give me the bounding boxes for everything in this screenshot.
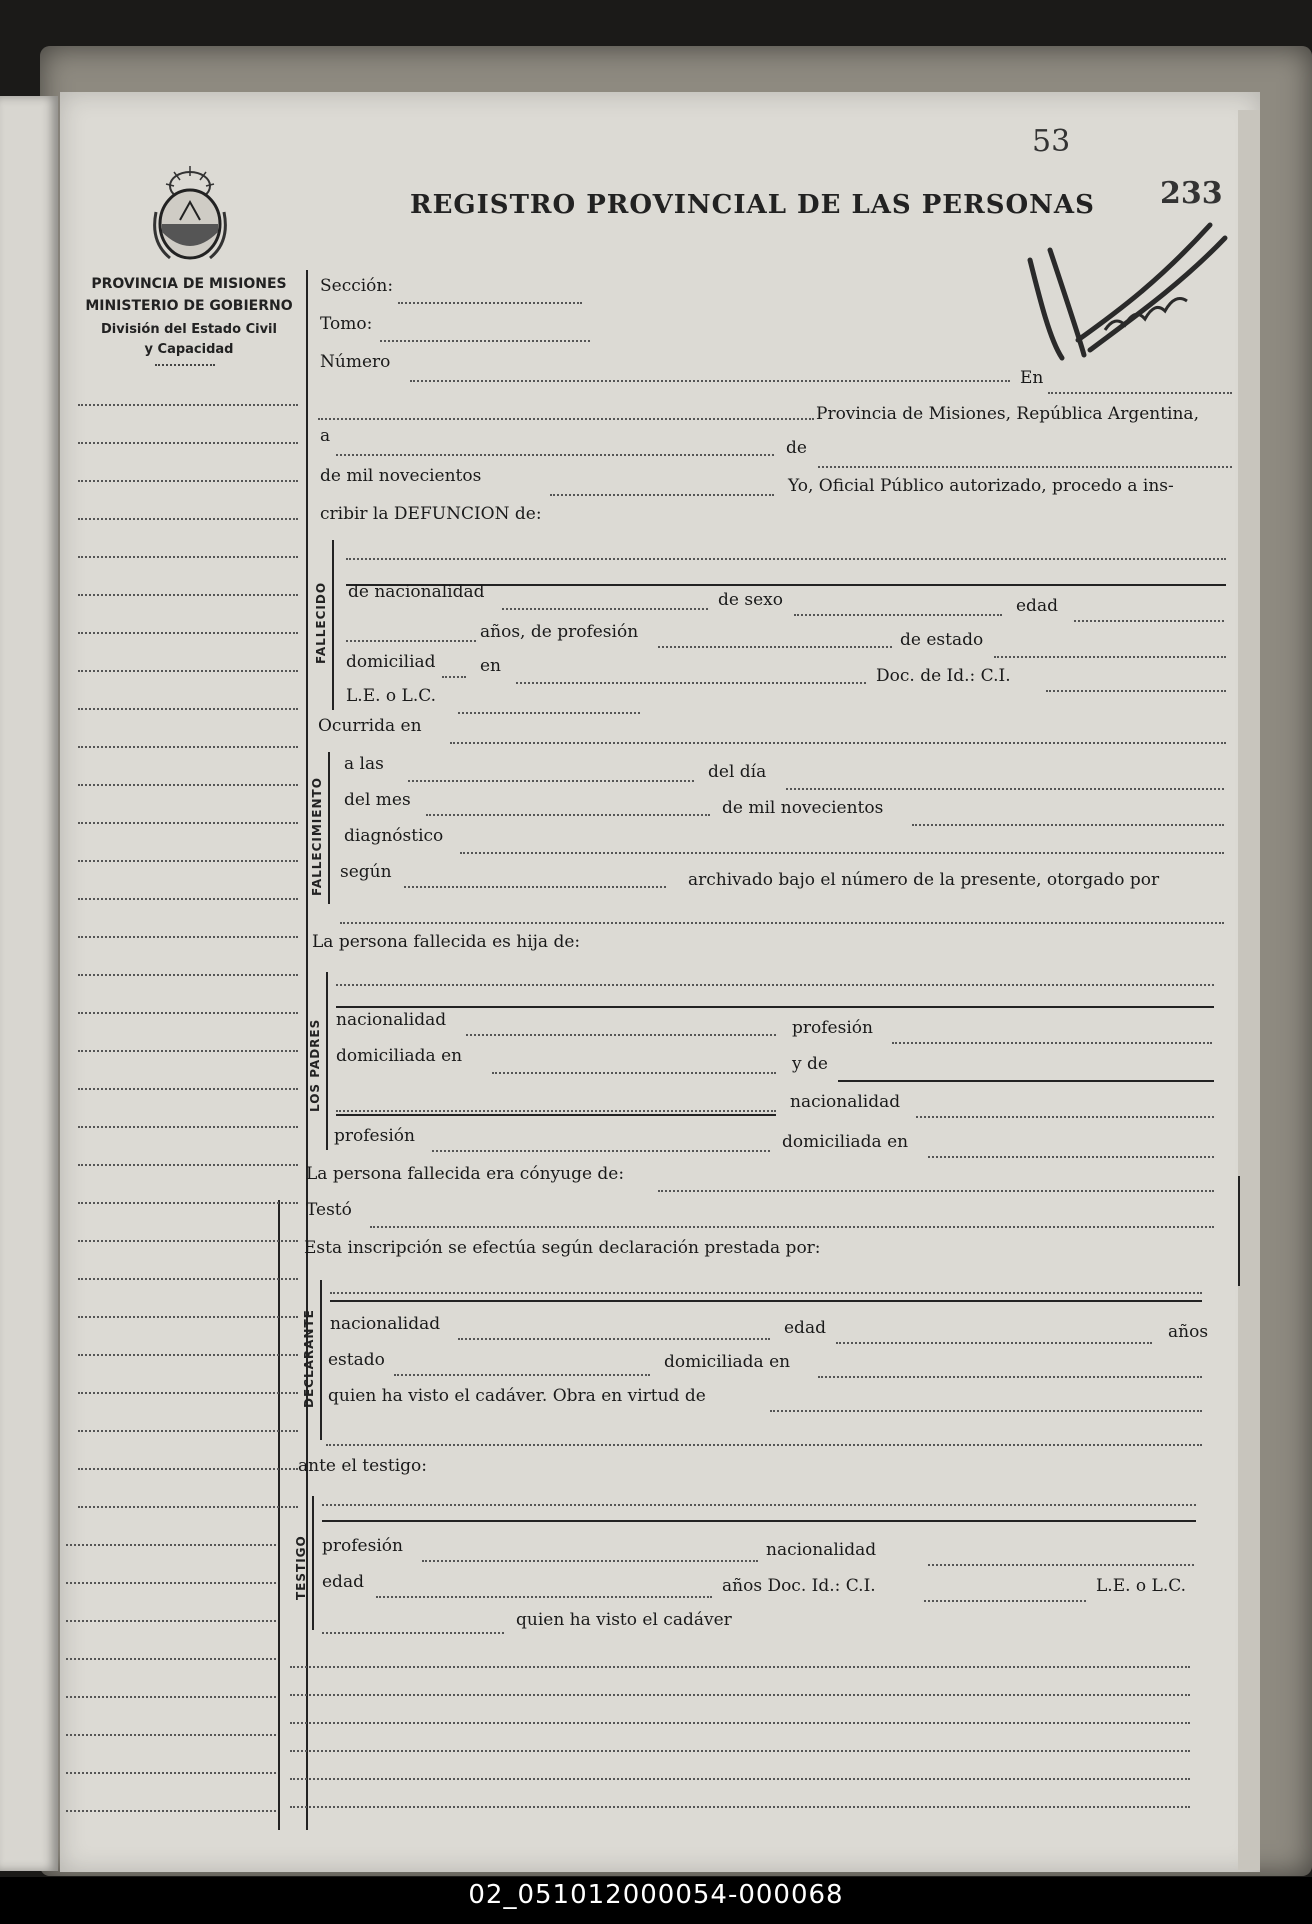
right-rule [1238,1176,1240,1286]
madre-extra-rule [336,1114,776,1116]
label-decl-nacionalidad: nacionalidad [330,1314,441,1334]
label-padre-nacionalidad: nacionalidad [336,1010,447,1030]
margin-line[interactable] [66,1658,276,1660]
decl-nacionalidad-field[interactable] [458,1338,770,1340]
declarante-bracket [320,1280,322,1440]
otorgado-field[interactable] [340,922,1224,924]
label-ocurrida: Ocurrida en [318,716,422,736]
margin-line[interactable] [78,1392,298,1394]
label-segun: según [340,862,392,882]
margin-line[interactable] [78,1088,298,1090]
doc-field[interactable] [1046,690,1226,692]
testo-field[interactable] [370,1226,1214,1228]
profesion-field[interactable] [658,646,892,648]
test-edad-field[interactable] [376,1596,712,1598]
label-tomo: Tomo: [320,314,373,334]
label-provincia: Provincia de Misiones, República Argentina, [816,404,1199,424]
label-decl-domiciliada: domiciliada en [664,1352,791,1372]
label-hija-de: La persona fallecida es hija de: [312,932,581,952]
margin-line[interactable] [78,1506,298,1508]
label-de-mil-fall: de mil novecientos [722,798,884,818]
label-del-mes: del mes [344,790,411,810]
margin-line[interactable] [78,480,298,482]
label-decl-anos: años [1168,1322,1209,1342]
image-caption: 02_051012000054-000068 [468,1880,844,1910]
fallecimiento-bracket [328,752,330,904]
column-divider-lower [278,1200,280,1830]
page-title: REGISTRO PROVINCIAL DE LAS PERSONAS [410,190,1095,220]
margin-line[interactable] [78,442,298,444]
label-madre-profesion: profesión [334,1126,415,1146]
a-field[interactable] [336,454,774,456]
decl-edad-field[interactable] [836,1342,1152,1344]
label-le: L.E. o L.C. [346,686,437,706]
margin-line[interactable] [78,1354,298,1356]
folio-number: 233 [1160,176,1223,211]
label-estado: de estado [900,630,984,650]
label-inscripcion: Esta inscripción se efectúa según declaración prestada por: [304,1238,821,1258]
padre-nacionalidad-field[interactable] [466,1034,776,1036]
madre-profesion-field[interactable] [432,1150,770,1152]
label-nacionalidad: de nacionalidad [348,582,485,602]
label-test-profesion: profesión [322,1536,403,1556]
de-field[interactable] [818,466,1232,468]
conyuge-field[interactable] [658,1190,1214,1192]
dia-field[interactable] [786,788,1224,790]
domicilio-field[interactable] [516,682,866,684]
label-testo: Testó [306,1200,352,1220]
coat-of-arms-icon [150,162,230,264]
margin-line[interactable] [78,898,298,900]
label-numero: Número [320,352,391,372]
place-field[interactable] [318,418,814,420]
padre-domicilio-field[interactable] [492,1072,776,1074]
label-archivado: archivado bajo el número de la presente, otorgado por [688,870,1160,890]
margin-line[interactable] [78,1240,298,1242]
testigo-rule [322,1520,1196,1522]
page-stack-edge [1238,110,1260,1870]
diagnostico-field[interactable] [460,852,1224,854]
numero-field[interactable] [410,380,1010,382]
test-doc-field[interactable] [924,1600,1086,1602]
testigo-label: TESTIGO [294,1535,308,1600]
padres-label: LOS PADRES [308,1018,322,1112]
deceased-name-field[interactable] [346,558,1226,560]
padres-rule [336,1006,1214,1008]
mes-field[interactable] [426,814,710,816]
label-decl-edad: edad [784,1318,826,1338]
le-field[interactable] [458,712,640,714]
label-a-las: a las [344,754,384,774]
year-field[interactable] [550,494,774,496]
label-de-mil: de mil novecientos [320,466,482,486]
fallecido-bracket [332,540,334,710]
label-doc: Doc. de Id.: C.I. [876,666,1011,686]
label-y-de: y de [792,1054,828,1074]
year-fall-field[interactable] [912,824,1224,826]
label-test-anos-doc: años Doc. Id.: C.I. [722,1576,876,1596]
label-en-dom: en [480,656,502,676]
margin-line[interactable] [78,708,298,710]
test-extra-field[interactable] [322,1632,504,1634]
margin-line[interactable] [66,1734,276,1736]
decl-domicilio-field[interactable] [818,1376,1202,1378]
margin-line[interactable] [66,1544,276,1546]
anos-field[interactable] [346,640,476,642]
madre-name-line[interactable] [838,1080,1214,1082]
header-underline [155,364,215,366]
en-field[interactable] [1048,392,1232,394]
testigo-name-field[interactable] [322,1504,1196,1506]
margin-line[interactable] [78,936,298,938]
test-profesion-field[interactable] [422,1560,758,1562]
segun-field[interactable] [404,886,666,888]
hora-field[interactable] [408,780,694,782]
label-de: de [786,438,807,458]
decl-estado-field[interactable] [394,1374,650,1376]
label-madre-domiciliada: domiciliada en [782,1132,909,1152]
ocurrida-field[interactable] [450,742,1226,744]
margin-line[interactable] [66,1620,276,1622]
label-padre-profesion: profesión [792,1018,873,1038]
label-seccion: Sección: [320,276,394,296]
remarks-line[interactable] [290,1694,1190,1696]
padre-name-field[interactable] [336,984,1214,986]
margin-line[interactable] [78,1012,298,1014]
madre-extra-field[interactable] [336,1110,776,1112]
margin-line[interactable] [78,1468,298,1470]
margin-line[interactable] [78,594,298,596]
label-sexo: de sexo [718,590,783,610]
header-province: PROVINCIA DE MISIONES [91,276,287,292]
margin-line[interactable] [66,1696,276,1698]
padres-bracket [326,972,328,1150]
remarks-line[interactable] [290,1778,1190,1780]
testigo-bracket [312,1496,314,1630]
declarante-label: DECLARANTE [302,1309,316,1408]
margin-line[interactable] [78,1430,298,1432]
label-test-le: L.E. o L.C. [1096,1576,1187,1596]
margin-line[interactable] [78,632,298,634]
margin-line[interactable] [78,746,298,748]
decl-extra-field[interactable] [326,1444,1202,1446]
margin-line[interactable] [78,1164,298,1166]
remarks-line[interactable] [290,1806,1190,1808]
header-ministry: MINISTERIO DE GOBIERNO [85,298,293,314]
label-test-edad: edad [322,1572,364,1592]
page-number: 53 [1032,124,1071,159]
margin-line[interactable] [78,784,298,786]
label-test-quien: quien ha visto el cadáver [516,1610,732,1630]
margin-line[interactable] [78,404,298,406]
margin-line[interactable] [78,1278,298,1280]
label-a: a [320,426,331,446]
margin-line[interactable] [78,518,298,520]
test-nacionalidad-field[interactable] [928,1564,1194,1566]
padre-profesion-field[interactable] [892,1042,1212,1044]
domiciliad-suffix-field[interactable] [442,676,466,678]
decl-obra-field[interactable] [770,1410,1202,1412]
label-madre-nacionalidad: nacionalidad [790,1092,901,1112]
seccion-field[interactable] [398,302,582,304]
header-division: División del Estado Civil [101,322,277,337]
margin-line[interactable] [78,670,298,672]
remarks-line[interactable] [290,1750,1190,1752]
sexo-field[interactable] [794,614,1002,616]
margin-line[interactable] [78,822,298,824]
header-capacidad: y Capacidad [144,342,234,357]
estado-field[interactable] [994,656,1226,658]
margin-line[interactable] [66,1582,276,1584]
label-anos-profesion: años, de profesión [480,622,639,642]
margin-line[interactable] [78,556,298,558]
madre-nacionalidad-field[interactable] [916,1116,1214,1118]
label-conyuge: La persona fallecida era cónyuge de: [306,1164,625,1184]
label-test-nacionalidad: nacionalidad [766,1540,877,1560]
margin-line[interactable] [66,1810,276,1812]
remarks-line[interactable] [290,1722,1190,1724]
label-decl-estado: estado [328,1350,385,1370]
margin-line[interactable] [78,1126,298,1128]
declarante-rule [330,1300,1202,1302]
left-page-edge [0,96,58,1871]
margin-line[interactable] [78,1202,298,1204]
fallecimiento-label: FALLECIMIENTO [310,777,324,896]
margin-line[interactable] [78,1316,298,1318]
label-diagnostico: diagnóstico [344,826,444,846]
label-padre-domiciliada: domiciliada en [336,1046,463,1066]
label-edad: edad [1016,596,1058,616]
label-cribir: cribir la DEFUNCION de: [320,504,542,524]
margin-line[interactable] [78,860,298,862]
label-decl-quien: quien ha visto el cadáver. Obra en virtud de [328,1386,706,1406]
declarante-name-field[interactable] [330,1292,1202,1294]
fallecido-label: FALLECIDO [314,581,328,664]
remarks-line[interactable] [290,1666,1190,1668]
nacionalidad-field[interactable] [502,608,708,610]
edad-field[interactable] [1074,620,1224,622]
label-del-dia: del día [708,762,767,782]
label-yo-oficial: Yo, Oficial Público autorizado, procedo a ins- [788,476,1174,496]
margin-line[interactable] [78,1050,298,1052]
label-ante-testigo: ante el testigo: [298,1456,428,1476]
label-en: En [1020,368,1044,388]
margin-line[interactable] [78,974,298,976]
margin-line[interactable] [66,1772,276,1774]
label-domiciliad: domiciliad [346,652,436,672]
tomo-field[interactable] [380,340,590,342]
madre-domicilio-field[interactable] [928,1156,1214,1158]
